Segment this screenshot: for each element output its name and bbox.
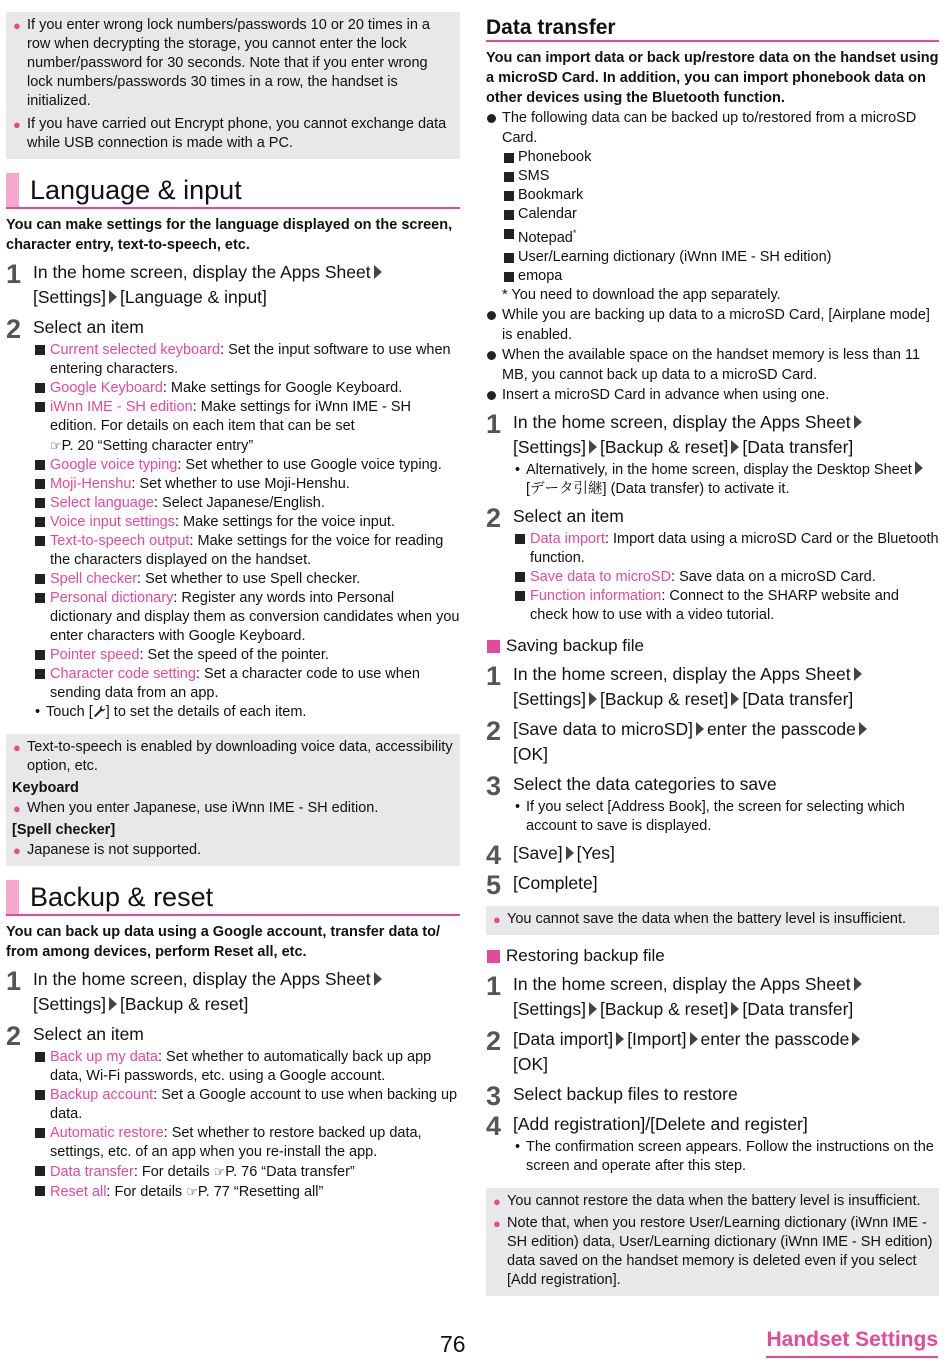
note-item: ● Note that, when you restore User/Learning dictionary (iWnn IME - SH edition) data, User/Learning dictionary (iWnn IME - SH edition) data saved on the handset memory is deleted even if you select [Add registration]. xyxy=(493,1214,933,1288)
arrow-icon xyxy=(616,1032,624,1046)
list-item: Function information: Connect to the SHARP website and check how to use with a video tutorial. xyxy=(513,587,939,625)
note-item: ● Text-to-speech is enabled by downloading voice data, accessibility option, etc. xyxy=(13,739,453,774)
condition-item: Insert a microSD Card in advance when using one. xyxy=(486,385,939,405)
note-item: ● If you have carried out Encrypt phone, you cannot exchange data while USB connection is made with a PC. xyxy=(13,116,447,151)
square-bullet-icon xyxy=(35,498,45,508)
square-bullet-icon xyxy=(504,210,514,220)
section-title-language: Language & input xyxy=(6,171,460,209)
step-2: 2 [Data import] [Import] enter the passcode [OK] xyxy=(486,1027,939,1077)
arrow-icon xyxy=(915,461,923,475)
list-item: Text-to-speech output: Make settings for the voice for reading the characters displayed on the handset. xyxy=(33,532,460,570)
step-2: 2 [Save data to microSD] enter the passcode [OK] xyxy=(486,717,939,767)
list-item: Voice input settings: Make settings for the voice input. xyxy=(33,513,460,532)
step3-notes xyxy=(486,798,939,836)
bullet-icon: ● xyxy=(493,911,501,927)
right-column xyxy=(486,12,939,1296)
list-item: Data transfer: For details ☞P. 76 “Data transfer” xyxy=(33,1162,460,1182)
list-item: Notepad* xyxy=(503,224,939,248)
page-number: 76 xyxy=(440,1331,466,1357)
restoring-notes xyxy=(486,1188,939,1296)
bullet-icon: ● xyxy=(13,18,21,33)
data-list xyxy=(486,148,939,286)
step1-notes xyxy=(486,461,939,499)
list-item: Moji-Henshu: Set whether to use Moji-Henshu. xyxy=(33,475,460,494)
bullet-icon: ● xyxy=(493,1215,501,1231)
saving-notes xyxy=(486,906,939,935)
arrow-icon xyxy=(374,972,382,986)
arrow-icon xyxy=(859,722,867,736)
list-item: User/Learning dictionary (iWnn IME - SH edition) xyxy=(503,248,939,267)
list-item: Back up my data: Set whether to automatically back up app data, Wi-Fi passwords, etc. using a Google account. xyxy=(33,1048,460,1086)
square-bullet-icon xyxy=(35,1090,45,1100)
step-4: 4 [Save] [Yes] xyxy=(486,839,615,870)
bullet-icon: ● xyxy=(13,801,21,816)
bullet-icon: ● xyxy=(493,1193,501,1209)
section-title-data-transfer: Data transfer xyxy=(486,12,939,42)
language-lead: You can make settings for the language displayed on the screen, character entry, text-to-speech, etc. xyxy=(6,217,453,253)
title-bar xyxy=(6,880,19,914)
step-4: 4 [Add registration]/[Delete and register] xyxy=(486,1110,808,1141)
backup-items xyxy=(6,1048,460,1202)
section-title-backup: Backup & reset xyxy=(6,878,460,916)
list-item: Bookmark xyxy=(503,186,939,205)
note-item: ● You cannot save the data when the battery level is insufficient. xyxy=(493,910,907,927)
list-item: Spell checker: Set whether to use Spell checker. xyxy=(33,570,460,589)
square-bullet-icon xyxy=(35,536,45,546)
step-3: 3 Select backup files to restore xyxy=(486,1080,738,1111)
arrow-icon xyxy=(852,1032,860,1046)
bullet-icon: ● xyxy=(13,740,21,755)
step-2: 2 Select an item xyxy=(6,1021,144,1051)
list-item: Personal dictionary: Register any words into Personal dictionary and display them as conversion candidates when you enter characters with Google Keyboard. xyxy=(33,589,460,646)
square-bullet-icon xyxy=(504,272,514,282)
arrow-icon xyxy=(109,997,117,1011)
square-bullet-icon xyxy=(35,517,45,527)
arrow-icon xyxy=(731,440,739,454)
reference-icon: ☞ xyxy=(213,1164,226,1179)
square-bullet-icon xyxy=(504,253,514,263)
pink-square-icon xyxy=(487,640,500,653)
square-bullet-icon xyxy=(35,1128,45,1138)
step-1: 1 In the home screen, display the Apps Sheet [Settings] [Backup & reset] xyxy=(6,967,460,1017)
circle-bullet-icon xyxy=(487,391,496,400)
condition-item: The following data can be backed up to/restored from a microSD Card. xyxy=(486,108,939,148)
step-note: • The confirmation screen appears. Follow the instructions on the screen and operate after this step. xyxy=(515,1138,934,1174)
arrow-icon xyxy=(589,692,597,706)
square-bullet-icon xyxy=(35,383,45,393)
language-notes xyxy=(6,734,460,866)
step-2: 2 Select an item xyxy=(6,314,144,344)
condition-item: While you are backing up data to a microSD Card, [Airplane mode] is enabled. xyxy=(486,305,939,345)
square-bullet-icon xyxy=(35,650,45,660)
list-item: Pointer speed: Set the speed of the pointer. xyxy=(33,646,460,665)
dot-bullet-icon: • xyxy=(515,1138,521,1155)
data-transfer-items xyxy=(486,530,939,625)
arrow-icon xyxy=(109,290,117,304)
list-item: Character code setting: Set a character code to use when sending data from an app. xyxy=(33,665,460,703)
dot-bullet-icon: • xyxy=(35,704,41,720)
title-bar xyxy=(6,173,19,207)
step-1: 1 In the home screen, display the Apps Sheet [Settings] [Language & input] xyxy=(6,260,460,310)
data-transfer-lead: You can import data or back up/restore data on the handset using a microSD Card. In addition, you can import phonebook data on other devices using the Bluetooth function. xyxy=(486,50,939,106)
step-5: 5 [Complete] xyxy=(486,869,598,900)
dot-bullet-icon: • xyxy=(515,461,521,478)
note-item: ● When you enter Japanese, use iWnn IME - SH edition. xyxy=(13,800,379,816)
square-bullet-icon xyxy=(35,669,45,679)
arrow-icon xyxy=(589,1002,597,1016)
note-heading: Keyboard xyxy=(12,780,79,796)
arrow-icon xyxy=(731,692,739,706)
list-item: Calendar xyxy=(503,205,939,224)
bullet-icon: ● xyxy=(13,117,21,132)
list-item: iWnn IME - SH edition: Make settings for iWnn IME - SH edition. For details on each item that can be set ☞P. 20 “Setting character entry” xyxy=(33,398,460,456)
arrow-icon xyxy=(566,846,574,860)
chapter-title: Handset Settings xyxy=(766,1326,938,1358)
step4-notes xyxy=(486,1138,939,1176)
note-item: ● You cannot restore the data when the battery level is insufficient. xyxy=(493,1192,921,1209)
reference-icon: ☞ xyxy=(50,438,62,453)
arrow-icon xyxy=(374,265,382,279)
list-item: Select language: Select Japanese/English. xyxy=(33,494,460,513)
step-1: 1 In the home screen, display the Apps Sheet [Settings] [Backup & reset] [Data transfer] xyxy=(486,662,939,712)
footnote: * You need to download the app separately. xyxy=(502,286,781,303)
arrow-icon xyxy=(854,667,862,681)
arrow-icon xyxy=(690,1032,698,1046)
square-bullet-icon xyxy=(515,591,525,601)
square-bullet-icon xyxy=(35,460,45,470)
square-bullet-icon xyxy=(504,172,514,182)
language-items xyxy=(6,341,460,722)
step-2: 2 Select an item xyxy=(486,502,624,533)
list-item: Automatic restore: Set whether to restore backed up data, settings, etc. of an app when you re-install the app. xyxy=(33,1124,460,1162)
touch-note: • Touch [ ] to set the details of each item. xyxy=(35,704,307,720)
arrow-icon xyxy=(696,722,704,736)
step-1: 1 In the home screen, display the Apps Sheet [Settings] [Backup & reset] [Data transfer] xyxy=(486,972,939,1022)
arrow-icon xyxy=(589,440,597,454)
square-bullet-icon xyxy=(504,153,514,163)
step-note: • Alternatively, in the home screen, display the Desktop Sheet[データ引継] (Data transfer) to activate it. xyxy=(513,461,939,499)
top-notes xyxy=(6,12,460,159)
condition-item: When the available space on the handset memory is less than 11 MB, you cannot back up data to a microSD Card. xyxy=(486,345,939,385)
list-item: Google voice typing: Set whether to use Google voice typing. xyxy=(33,456,460,475)
pink-square-icon xyxy=(487,950,500,963)
subsection-saving: Saving backup file xyxy=(486,635,939,657)
subsection-restoring: Restoring backup file xyxy=(486,945,939,967)
arrow-icon xyxy=(854,977,862,991)
step-note: • If you select [Address Book], the screen for selecting which account to save is displayed. xyxy=(515,798,905,834)
reference-icon: ☞ xyxy=(186,1184,198,1199)
circle-bullet-icon xyxy=(487,311,496,320)
dot-bullet-icon: • xyxy=(515,798,521,815)
list-item: Data import: Import data using a microSD Card or the Bluetooth function. xyxy=(513,530,939,568)
list-item: Backup account: Set a Google account to use when backing up data. xyxy=(33,1086,460,1124)
square-bullet-icon xyxy=(35,1166,45,1176)
square-bullet-icon xyxy=(515,572,525,582)
step-3: 3 Select the data categories to save xyxy=(486,770,777,801)
square-bullet-icon xyxy=(515,534,525,544)
wrench-icon xyxy=(93,705,106,718)
square-bullet-icon xyxy=(504,229,514,239)
note-heading: [Spell checker] xyxy=(12,822,116,838)
square-bullet-icon xyxy=(35,479,45,489)
square-bullet-icon xyxy=(35,1052,45,1062)
step-1: 1 In the home screen, display the Apps Sheet [Settings] [Backup & reset] [Data transfer] xyxy=(486,410,939,460)
note-item: ● Japanese is not supported. xyxy=(13,842,202,858)
arrow-icon xyxy=(731,1002,739,1016)
note-item: ● If you enter wrong lock numbers/passwords 10 or 20 times in a row when decrypting the storage, you cannot enter the lock number/password for 30 seconds. Note that if you enter wrong lock numbers/passwords 30 times in a row, the handset is initialized. xyxy=(13,17,430,109)
bullet-icon: ● xyxy=(13,843,21,858)
left-column xyxy=(6,12,460,1202)
list-item: Phonebook xyxy=(503,148,939,167)
list-item: Current selected keyboard: Set the input software to use when entering characters. xyxy=(33,341,460,379)
square-bullet-icon xyxy=(504,191,514,201)
list-item: Google Keyboard: Make settings for Google Keyboard. xyxy=(33,379,460,398)
square-bullet-icon xyxy=(35,345,45,355)
square-bullet-icon xyxy=(35,574,45,584)
square-bullet-icon xyxy=(35,593,45,603)
list-item: SMS xyxy=(503,167,939,186)
square-bullet-icon xyxy=(35,1186,45,1196)
circle-bullet-icon xyxy=(487,114,496,123)
square-bullet-icon xyxy=(35,402,45,412)
list-item: emopa xyxy=(503,267,939,286)
backup-lead: You can back up data using a Google account, transfer data to/ from among devices, perform Reset all, etc. xyxy=(6,924,441,960)
list-item: Save data to microSD: Save data on a microSD Card. xyxy=(513,568,939,587)
list-item: Reset all: For details ☞P. 77 “Resetting all” xyxy=(33,1182,460,1202)
circle-bullet-icon xyxy=(487,351,496,360)
arrow-icon xyxy=(854,415,862,429)
